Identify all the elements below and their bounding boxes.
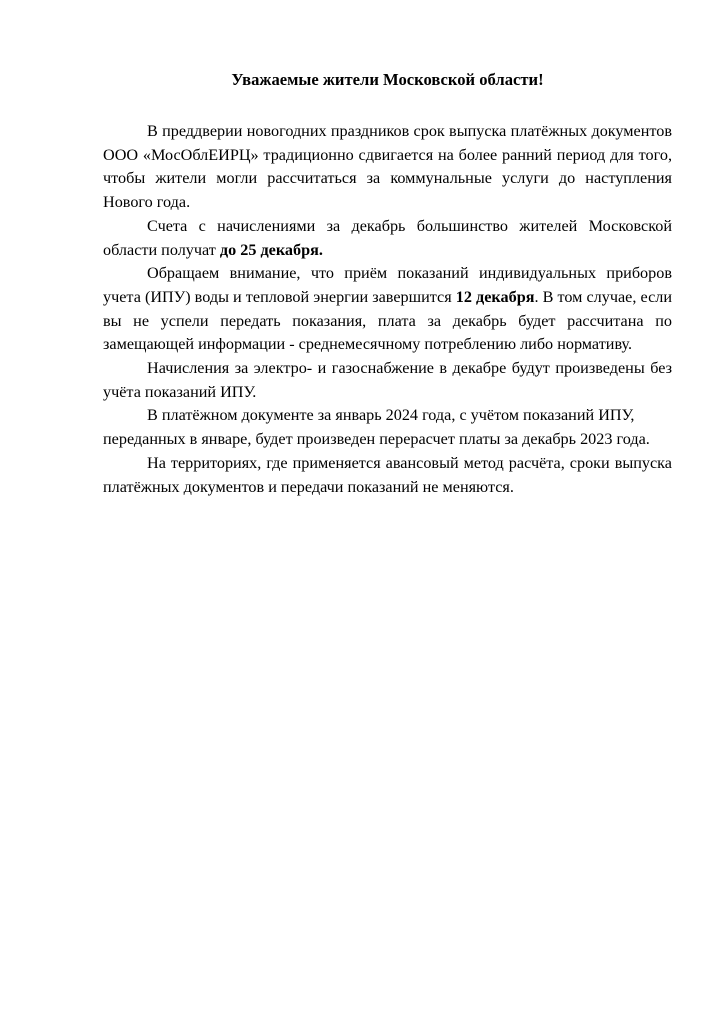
paragraph-2-bold-date: до 25 декабря.	[219, 240, 323, 259]
paragraph-2	[103, 215, 672, 262]
paragraph-3-bold-date: 12 декабря	[455, 287, 535, 306]
paragraph-3-text-start: Обращаем внимание, что приём показаний индивидуальных приборов учета (ИПУ) воды и тепловой энергии завершится	[103, 264, 672, 306]
paragraph-4: Начисления за электро- и газоснабжение в декабре будут произведены без учёта показаний ИПУ.	[103, 359, 672, 401]
paragraph-2-text: Счета с начислениями за декабрь большинство жителей Московской области получат	[103, 216, 672, 259]
paragraph-6: На территориях, где применяется авансовый метод расчёта, сроки выпуска платёжных документов и передачи показаний не меняются.	[103, 453, 672, 496]
paragraph-3-text-end: . В том случае, если вы не успели передать показания, плата за декабрь будет рассчитана по замещающей информации - среднемесячному потреблению либо нормативу.	[103, 287, 672, 354]
paragraph-5	[103, 404, 672, 451]
document-title: Уважаемые жители Московской области!	[231, 70, 544, 89]
document-body	[103, 68, 672, 499]
paragraph-1: В преддверии новогодних праздников срок выпуска платёжных документов ООО «МосОблЕИРЦ» традиционно сдвигается на более ранний период для того, чтобы жители могли рассчитаться за коммунальные услуги до наступления Нового года.	[103, 122, 672, 212]
paragraph-5-rest: переданных в январе, будет произведен перерасчет платы за декабрь 2023 года.	[103, 430, 650, 449]
paragraph-5-line-1: В платёжном документе за январь 2024 года, с учётом показаний ИПУ,	[147, 406, 635, 425]
paragraph-3	[103, 262, 672, 357]
